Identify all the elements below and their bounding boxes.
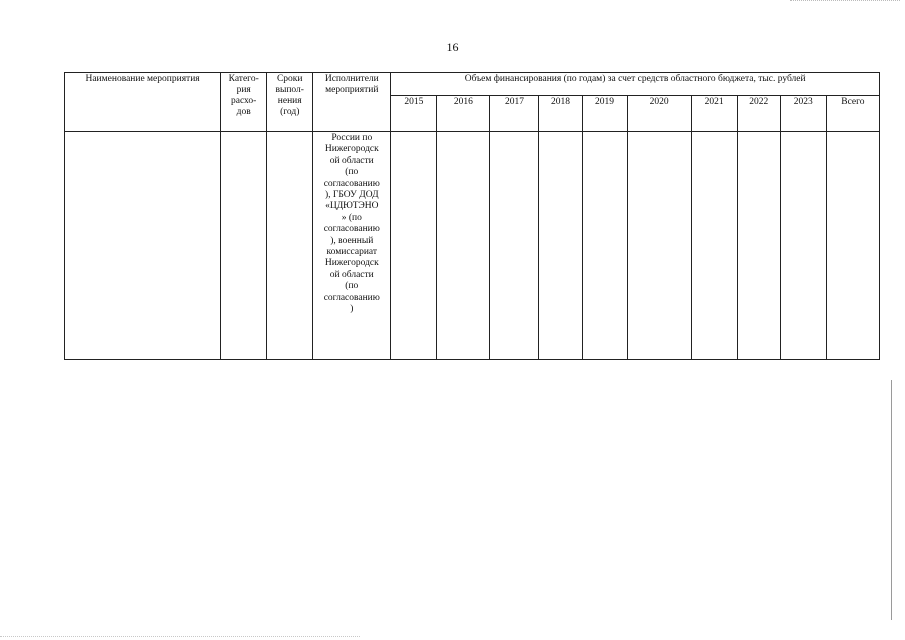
cell-2017 [490, 132, 539, 360]
scan-artifact-bottom [0, 636, 360, 637]
cell-2016 [437, 132, 490, 360]
scan-artifact-top [790, 0, 900, 1]
header-row-top [65, 73, 880, 96]
cell-2020 [627, 132, 691, 360]
year-total: Всего [826, 96, 879, 132]
cell-term [267, 132, 313, 360]
year-2019: 2019 [582, 96, 627, 132]
year-2018: 2018 [539, 96, 582, 132]
cell-2018 [539, 132, 582, 360]
header-funding: Объем финансирования (по годам) за счет средств областного бюджета, тыс. рублей [391, 73, 880, 96]
year-2022: 2022 [737, 96, 780, 132]
cell-executors: России по Нижегородск ой области (по согласованию ), ГБОУ ДОД «ЦДЮТЭНО » (по согласованию ), военный комиссариат Нижегородск ой области (по согласованию ) [313, 132, 391, 360]
year-2020: 2020 [627, 96, 691, 132]
cell-2019 [582, 132, 627, 360]
cell-name [65, 132, 221, 360]
year-2015: 2015 [391, 96, 437, 132]
cell-2021 [691, 132, 737, 360]
scan-edge-line [891, 380, 892, 620]
year-2017: 2017 [490, 96, 539, 132]
cell-2022 [737, 132, 780, 360]
header-name: Наименование мероприятия [65, 73, 221, 132]
year-2021: 2021 [691, 96, 737, 132]
financing-table [64, 72, 880, 360]
cell-2023 [780, 132, 826, 360]
header-category: Катего- рия расхо- дов [221, 73, 267, 132]
year-2023: 2023 [780, 96, 826, 132]
cell-total [826, 132, 879, 360]
cell-2015 [391, 132, 437, 360]
year-2016: 2016 [437, 96, 490, 132]
cell-category [221, 132, 267, 360]
header-term: Сроки выпол- нения (год) [267, 73, 313, 132]
table-row [65, 132, 880, 360]
header-executors: Исполнители мероприятий [313, 73, 391, 132]
page-number: 16 [446, 40, 459, 54]
